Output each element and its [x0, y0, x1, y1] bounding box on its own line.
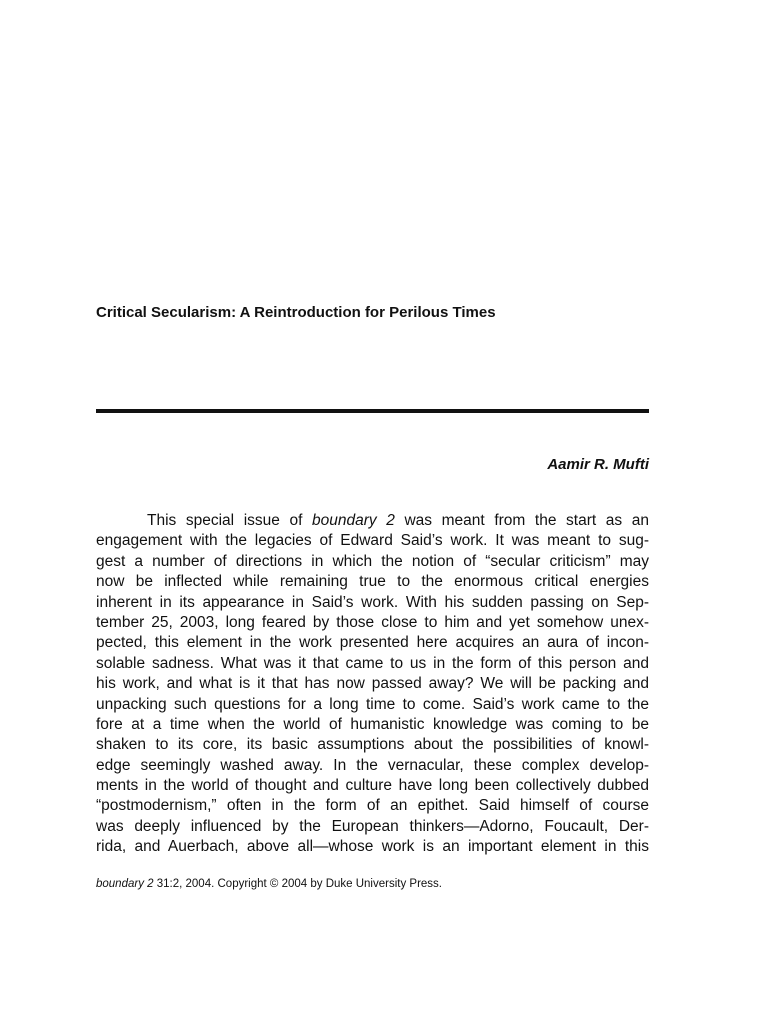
body-line: ments in the world of thought and culture have long been collectively dubbed	[96, 777, 649, 795]
body-line: was deeply influenced by the European thinkers—Adorno, Foucault, Der-	[96, 817, 649, 835]
body-line: tember 25, 2003, long feared by those close to him and yet somehow unex-	[96, 613, 649, 631]
title-divider-rule	[96, 409, 649, 413]
body-line: unpacking such questions for a long time to come. Said’s work came to the	[96, 695, 649, 713]
article-body	[96, 511, 649, 858]
body-line	[96, 511, 649, 531]
body-line: gest a number of directions in which the notion of “secular criticism” may	[96, 552, 649, 570]
copyright-footnote	[96, 876, 649, 892]
author-name: Aamir R. Mufti	[547, 456, 649, 473]
journal-title-italic: boundary 2	[312, 512, 395, 529]
body-text-segment: This special issue of	[147, 512, 313, 529]
footnote-journal-italic: boundary 2	[96, 878, 154, 890]
body-line: rida, and Auerbach, above all—whose work is an important element in this	[96, 838, 649, 856]
body-line: pected, this element in the work presented here acquires an aura of incon-	[96, 634, 649, 652]
footnote-citation: 31:2, 2004. Copyright © 2004 by Duke University Press.	[153, 878, 442, 890]
body-line: shaken to its core, its basic assumptions about the possibilities of knowl-	[96, 736, 649, 754]
body-line: now be inflected while remaining true to the enormous critical energies	[96, 573, 649, 591]
body-line: inherent in its appearance in Said’s work. With his sudden passing on Sep-	[96, 593, 649, 611]
article-title: Critical Secularism: A Reintroduction for Perilous Times	[96, 304, 496, 321]
body-line: engagement with the legacies of Edward Said’s work. It was meant to sug-	[96, 532, 649, 550]
body-line: solable sadness. What was it that came to us in the form of this person and	[96, 654, 649, 672]
body-line: fore at a time when the world of humanistic knowledge was coming to be	[96, 715, 649, 733]
body-line: edge seemingly washed away. In the vernacular, these complex develop-	[96, 756, 649, 774]
body-text-segment: was meant from the start as an	[394, 512, 650, 529]
body-line: his work, and what is it that has now passed away? We will be packing and	[96, 675, 649, 693]
body-line: “postmodernism,” often in the form of an epithet. Said himself of course	[96, 797, 649, 815]
